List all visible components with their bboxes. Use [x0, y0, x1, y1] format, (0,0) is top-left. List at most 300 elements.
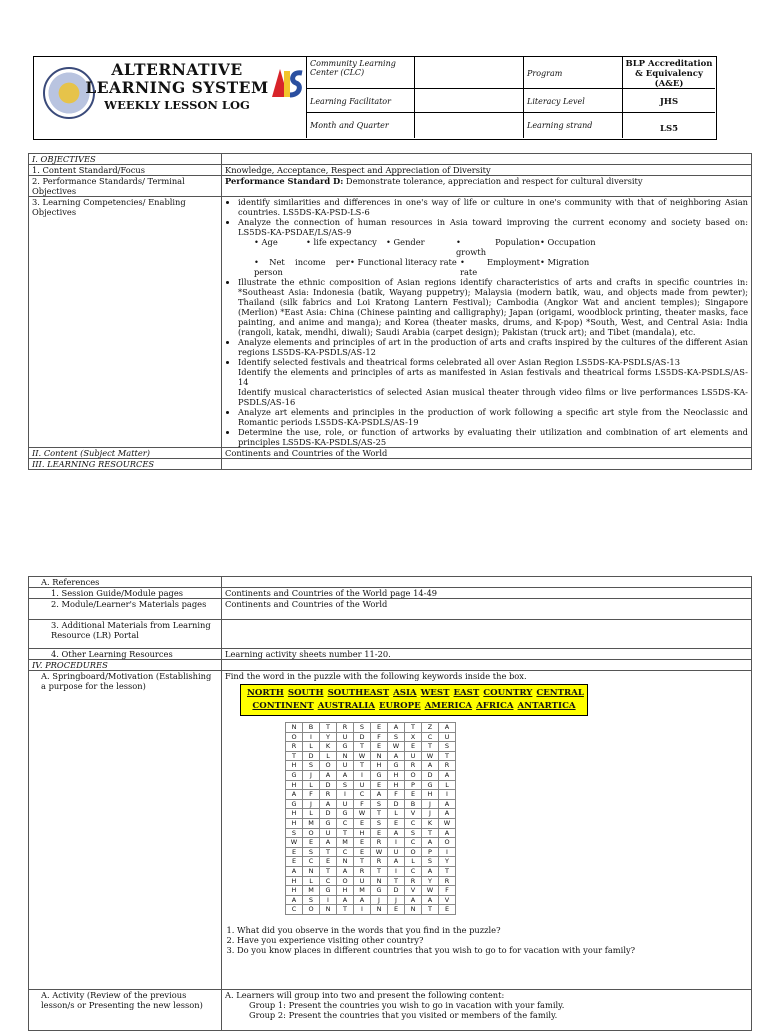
table-row — [29, 176, 752, 197]
grid-cell: G — [286, 770, 303, 780]
grid-cell: D — [422, 770, 439, 780]
competencies-value — [222, 197, 752, 448]
grid-cell: S — [388, 732, 405, 742]
factor-item: • Gender — [386, 237, 425, 247]
grid-cell: W — [371, 847, 388, 857]
grid-row — [286, 818, 456, 828]
grid-cell: U — [388, 847, 405, 857]
keyword-row — [245, 700, 583, 713]
keyword-row — [245, 687, 583, 700]
table-row — [29, 990, 752, 1031]
grid-cell: A — [422, 895, 439, 905]
grid-cell: H — [286, 780, 303, 790]
grid-cell: H — [286, 886, 303, 896]
grid-cell: B — [405, 799, 422, 809]
references-label: A. References — [29, 577, 222, 588]
grid-cell: O — [405, 847, 422, 857]
grid-cell: R — [354, 866, 371, 876]
literacy-value: JHS — [623, 89, 715, 113]
grid-row — [286, 790, 456, 800]
grid-cell: P — [405, 780, 422, 790]
grid-cell: E — [371, 742, 388, 752]
factor-item: • Functional literacy rate — [350, 257, 457, 267]
keyword: AMERICA — [424, 701, 473, 711]
grid-cell: Y — [439, 857, 456, 867]
grid-cell: A — [422, 761, 439, 771]
grid-cell: J — [422, 809, 439, 819]
grid-cell: L — [303, 780, 320, 790]
grid-cell: A — [388, 723, 405, 733]
grid-cell: H — [286, 809, 303, 819]
grid-row — [286, 866, 456, 876]
grid-cell: D — [303, 751, 320, 761]
grid-cell: S — [371, 799, 388, 809]
grid-cell: K — [320, 742, 337, 752]
grid-cell: A — [286, 790, 303, 800]
grid-cell: X — [405, 732, 422, 742]
springboard-label: A. Springboard/Motivation (Establishing a purpose for the lesson) — [29, 671, 222, 990]
table-row — [29, 599, 752, 620]
keyword-box — [240, 684, 588, 716]
grid-cell: S — [303, 895, 320, 905]
grid-cell: T — [354, 857, 371, 867]
grid-cell: I — [354, 770, 371, 780]
grid-cell: D — [320, 809, 337, 819]
activity-intro: A. Learners will group into two and present the following content: — [225, 990, 505, 1000]
grid-cell: H — [286, 876, 303, 886]
performance-standard-code: Performance Standard D: — [225, 176, 344, 186]
keyword: ASIA — [393, 688, 417, 698]
competency-text: Identify musical characteristics of selected Asian musical theater through video films or live performances LS5DS-KA-PSDLS/AS-16 — [238, 387, 748, 407]
grid-cell: O — [337, 876, 354, 886]
grid-cell: I — [337, 790, 354, 800]
grid-row — [286, 751, 456, 761]
header-title-block — [34, 57, 307, 138]
grid-cell: L — [303, 742, 320, 752]
performance-standard-text: Demonstrate tolerance, appreciation and respect for cultural diversity — [343, 176, 643, 186]
grid-cell: F — [439, 886, 456, 896]
grid-row — [286, 828, 456, 838]
grid-cell: R — [439, 761, 456, 771]
grid-cell: O — [405, 770, 422, 780]
grid-cell: O — [320, 761, 337, 771]
grid-cell: T — [422, 828, 439, 838]
objectives-table — [28, 153, 752, 470]
table-row — [29, 671, 752, 990]
grid-cell: E — [405, 742, 422, 752]
keyword: NORTH — [247, 688, 284, 698]
grid-cell: B — [303, 723, 320, 733]
grid-cell: G — [337, 742, 354, 752]
grid-cell: A — [422, 838, 439, 848]
grid-cell: P — [422, 847, 439, 857]
factor-item: • life expectancy — [306, 237, 377, 247]
grid-cell: A — [320, 770, 337, 780]
clc-value — [415, 57, 524, 89]
grid-cell: R — [320, 790, 337, 800]
grid-row — [286, 799, 456, 809]
grid-cell: H — [354, 828, 371, 838]
grid-cell: M — [337, 838, 354, 848]
header-info-grid — [307, 57, 715, 138]
grid-cell: T — [371, 866, 388, 876]
grid-cell: A — [388, 857, 405, 867]
grid-cell: W — [354, 751, 371, 761]
grid-cell: G — [422, 780, 439, 790]
factors-row-2 — [238, 257, 748, 277]
grid-cell: W — [422, 886, 439, 896]
grid-cell: N — [371, 876, 388, 886]
list-item: • Analyze art elements and principles in the production of work following a specific art style from the Neoclassic and Romantic periods LS5DS-KA-PSDLS/AS-19 — [238, 407, 748, 427]
grid-cell: U — [439, 732, 456, 742]
grid-cell: C — [303, 857, 320, 867]
grid-cell: H — [371, 761, 388, 771]
grid-cell: R — [405, 876, 422, 886]
grid-cell: L — [388, 809, 405, 819]
grid-cell: C — [337, 818, 354, 828]
content-subject-value: Continents and Countries of the World — [222, 448, 752, 459]
grid-cell: C — [286, 905, 303, 915]
table-row — [29, 660, 752, 671]
grid-cell: G — [388, 761, 405, 771]
table-row — [29, 649, 752, 660]
module-value: Continents and Countries of the World — [222, 599, 752, 620]
grid-cell: F — [371, 732, 388, 742]
content-standard-value: Knowledge, Acceptance, Respect and Appreciation of Diversity — [222, 165, 752, 176]
grid-cell: J — [371, 895, 388, 905]
grid-cell: J — [303, 799, 320, 809]
grid-cell: T — [388, 876, 405, 886]
grid-cell: U — [354, 780, 371, 790]
keyword: CENTRAL — [536, 688, 584, 698]
grid-cell: T — [439, 751, 456, 761]
grid-cell: C — [422, 732, 439, 742]
learning-resources-label: III. LEARNING RESOURCES — [29, 459, 222, 470]
session-guide-label: 1. Session Guide/Module pages — [29, 588, 222, 599]
grid-cell: H — [286, 761, 303, 771]
grid-cell: I — [439, 790, 456, 800]
performance-standard-value — [222, 176, 752, 197]
grid-cell: L — [303, 809, 320, 819]
grid-cell: E — [286, 857, 303, 867]
grid-cell: A — [337, 866, 354, 876]
keyword: EAST — [453, 688, 480, 698]
content-subject-label: II. Content (Subject Matter) — [29, 448, 222, 459]
grid-cell: Z — [422, 723, 439, 733]
grid-cell: O — [303, 828, 320, 838]
factor-item: • Employment rate — [460, 257, 540, 277]
keyword: ANTARTICA — [517, 701, 576, 711]
grid-cell: T — [405, 723, 422, 733]
grid-cell: V — [439, 895, 456, 905]
grid-row — [286, 905, 456, 915]
grid-cell: E — [371, 828, 388, 838]
grid-cell: U — [405, 751, 422, 761]
keyword: WEST — [420, 688, 450, 698]
grid-cell: A — [388, 828, 405, 838]
grid-cell: A — [405, 895, 422, 905]
grid-cell: S — [422, 857, 439, 867]
grid-cell: G — [320, 886, 337, 896]
facilitator-label: Learning Facilitator — [307, 89, 415, 113]
grid-cell: L — [439, 780, 456, 790]
clc-label: Community Learning Center (CLC) — [307, 57, 415, 89]
grid-cell: I — [388, 866, 405, 876]
procedures-heading: IV. PROCEDURES — [29, 660, 222, 671]
grid-cell: A — [371, 790, 388, 800]
performance-standard-label: 2. Performance Standards/ Terminal Objectives — [29, 176, 222, 197]
month-value — [415, 113, 524, 138]
grid-cell: W — [439, 818, 456, 828]
grid-cell: E — [303, 838, 320, 848]
list-item: • Illustrate the ethnic composition of Asian regions identify characteristics of arts and crafts in specific countries in: *Southeast Asia: Indonesia (batik, Wayang puppetry); Malaysia (modern batik, wau, and objects made from pewter); Thailand (silk fabrics and Loi Kratong Lantern Festival); Cambodia (Angkor Wat and ancient temples); Singapore (Merlion) *East Asia: China (Chinese painting and calligraphy); Japan (origami, woodblock printing, theater masks, face painting, and anime and manga); and Korea (theater masks, drums, and K-pop) *South, West, and Central Asia: India (rangoli, katak, mendhi, diwali); Saudi Arabia (carpet design); Pakistan (truck art); and Tibet (mandala), etc. — [238, 277, 748, 337]
grid-cell: J — [388, 895, 405, 905]
list-item: • Analyze elements and principles of art in the production of arts and crafts inspired by the cultures of the different Asian regions LS5DS-KA-PSDLS/AS-12 — [238, 337, 748, 357]
grid-row — [286, 732, 456, 742]
table-row — [29, 197, 752, 448]
competency-list — [225, 197, 748, 447]
grid-cell: A — [439, 828, 456, 838]
grid-cell: N — [303, 866, 320, 876]
grid-cell: M — [354, 886, 371, 896]
grid-cell: E — [320, 857, 337, 867]
keyword: SOUTH — [287, 688, 324, 698]
grid-row — [286, 761, 456, 771]
grid-row — [286, 780, 456, 790]
grid-cell: N — [405, 905, 422, 915]
grid-cell: A — [337, 895, 354, 905]
grid-cell: T — [422, 742, 439, 752]
grid-cell: R — [405, 761, 422, 771]
grid-row — [286, 809, 456, 819]
grid-cell: A — [286, 866, 303, 876]
grid-cell: V — [405, 886, 422, 896]
grid-row — [286, 886, 456, 896]
grid-cell: L — [320, 751, 337, 761]
grid-cell: J — [422, 799, 439, 809]
strand-label: Learning strand — [524, 113, 623, 138]
grid-cell: S — [405, 828, 422, 838]
month-label: Month and Quarter — [307, 113, 415, 138]
grid-cell: T — [320, 866, 337, 876]
grid-cell: A — [286, 895, 303, 905]
grid-cell: W — [422, 751, 439, 761]
grid-cell: E — [439, 905, 456, 915]
other-resources-label: 4. Other Learning Resources — [29, 649, 222, 660]
grid-cell: G — [371, 886, 388, 896]
table-row — [29, 577, 752, 588]
grid-cell: H — [388, 780, 405, 790]
grid-cell: T — [354, 761, 371, 771]
grid-cell: H — [286, 818, 303, 828]
factor-item: • Migration — [540, 257, 590, 267]
grid-cell: L — [303, 876, 320, 886]
activity-content — [222, 990, 752, 1031]
grid-cell: S — [303, 761, 320, 771]
factors-row-1 — [238, 237, 748, 257]
keyword: COUNTRY — [483, 688, 533, 698]
grid-cell: T — [320, 723, 337, 733]
grid-cell: F — [354, 799, 371, 809]
grid-cell: T — [337, 828, 354, 838]
procedures-table — [28, 576, 752, 1031]
list-item: 1. What did you observe in the words that you find in the puzzle? — [237, 925, 748, 935]
objectives-heading: I. OBJECTIVES — [29, 154, 222, 165]
grid-cell: W — [286, 838, 303, 848]
grid-cell: G — [337, 809, 354, 819]
grid-cell: E — [354, 847, 371, 857]
grid-cell: G — [320, 818, 337, 828]
grid-cell: N — [371, 751, 388, 761]
grid-cell: O — [303, 905, 320, 915]
grid-cell: U — [337, 761, 354, 771]
grid-cell: F — [388, 790, 405, 800]
factor-item: • Net income per person — [254, 257, 350, 277]
grid-row — [286, 770, 456, 780]
list-item: • Determine the use, role, or function of artworks by evaluating their utilization and combination of art elements and principles LS5DS-KA-PSDLS/AS-25 — [238, 427, 748, 447]
grid-cell: E — [405, 790, 422, 800]
grid-cell: R — [337, 723, 354, 733]
program-label: Program — [524, 57, 623, 89]
grid-cell: C — [405, 838, 422, 848]
content-standard-label: 1. Content Standard/Focus — [29, 165, 222, 176]
lesson-log-header — [33, 56, 717, 140]
grid-cell: S — [303, 847, 320, 857]
grid-cell: T — [422, 905, 439, 915]
grid-row — [286, 742, 456, 752]
grid-cell: U — [320, 828, 337, 838]
grid-cell: R — [439, 876, 456, 886]
grid-cell: R — [286, 742, 303, 752]
competency-text: Analyze the connection of human resources in Asia toward improving the current economy and society based on: LS5DS-KA-PSDAE/LS/AS-9 — [238, 217, 748, 237]
grid-cell: J — [303, 770, 320, 780]
keyword: SOUTHEAST — [327, 688, 390, 698]
grid-cell: D — [320, 780, 337, 790]
grid-cell: M — [303, 886, 320, 896]
grid-row — [286, 895, 456, 905]
grid-cell: G — [286, 799, 303, 809]
grid-cell: T — [354, 742, 371, 752]
grid-cell: D — [388, 886, 405, 896]
program-value: BLP Accreditation & Equivalency (A&E) — [623, 57, 715, 89]
grid-cell: A — [439, 809, 456, 819]
title-line-1: ALTERNATIVE — [111, 60, 243, 79]
competencies-label: 3. Learning Competencies/ Enabling Objectives — [29, 197, 222, 448]
grid-row — [286, 876, 456, 886]
grid-cell: E — [388, 905, 405, 915]
grid-cell: C — [337, 847, 354, 857]
grid-cell: T — [337, 905, 354, 915]
grid-cell: T — [286, 751, 303, 761]
grid-cell: H — [337, 886, 354, 896]
grid-cell: A — [337, 770, 354, 780]
als-logo-icon — [270, 65, 304, 99]
list-item: 3. Do you know places in different countries that you wish to go to for vacation with your family? — [237, 945, 748, 955]
table-row — [29, 165, 752, 176]
grid-cell: I — [320, 895, 337, 905]
grid-cell: H — [388, 770, 405, 780]
grid-cell: N — [371, 905, 388, 915]
grid-cell: R — [371, 838, 388, 848]
keyword: CONTINENT — [252, 701, 314, 711]
grid-cell: S — [337, 780, 354, 790]
grid-row — [286, 723, 456, 733]
literacy-label: Literacy Level — [524, 89, 623, 113]
table-row — [29, 154, 752, 165]
grid-cell: F — [303, 790, 320, 800]
strand-value: LS5 — [659, 124, 679, 134]
grid-cell: S — [286, 828, 303, 838]
grid-cell: N — [286, 723, 303, 733]
grid-cell: O — [286, 732, 303, 742]
table-row — [29, 588, 752, 599]
factor-item: • Population growth — [456, 237, 540, 257]
grid-cell: S — [371, 818, 388, 828]
grid-cell: C — [405, 818, 422, 828]
facilitator-value — [415, 89, 524, 113]
other-resources-value: Learning activity sheets number 11-20. — [222, 649, 752, 660]
grid-cell: A — [354, 895, 371, 905]
grid-cell: D — [354, 732, 371, 742]
grid-cell: W — [354, 809, 371, 819]
grid-cell: Y — [320, 732, 337, 742]
list-item — [238, 217, 748, 277]
grid-cell: R — [371, 857, 388, 867]
grid-cell: U — [337, 732, 354, 742]
grid-cell: L — [405, 857, 422, 867]
grid-cell: W — [388, 742, 405, 752]
grid-cell: N — [337, 751, 354, 761]
grid-cell: A — [320, 838, 337, 848]
grid-cell: I — [303, 732, 320, 742]
competency-text: Identify selected festivals and theatrical forms celebrated all over Asian Region LS5DS-KA-PSDLS/AS-13 — [238, 357, 680, 367]
grid-cell: N — [320, 905, 337, 915]
keyword: AUSTRALIA — [317, 701, 375, 711]
grid-cell: A — [320, 799, 337, 809]
grid-cell: A — [439, 799, 456, 809]
puzzle-instruction: Find the word in the puzzle with the following keywords inside the box. — [225, 671, 527, 681]
grid-cell: C — [354, 790, 371, 800]
grid-cell: T — [320, 847, 337, 857]
table-row — [29, 620, 752, 649]
title-line-3: WEEKLY LESSON LOG — [104, 98, 250, 112]
grid-cell: E — [286, 847, 303, 857]
grid-cell: M — [303, 818, 320, 828]
module-label: 2. Module/Learner's Materials pages — [29, 599, 222, 620]
grid-cell: S — [354, 723, 371, 733]
grid-cell: I — [354, 905, 371, 915]
activity-group-2: Group 2: Present the countries that you visited or members of the family. — [249, 1010, 558, 1020]
springboard-content — [222, 671, 752, 990]
grid-cell: E — [354, 838, 371, 848]
grid-cell: D — [388, 799, 405, 809]
grid-cell: E — [388, 818, 405, 828]
list-item: 2. Have you experience visiting other country? — [237, 935, 748, 945]
word-search-grid — [285, 722, 456, 915]
grid-cell: H — [422, 790, 439, 800]
grid-cell: I — [388, 838, 405, 848]
session-guide-value: Continents and Countries of the World page 14-49 — [222, 588, 752, 599]
grid-cell: S — [439, 742, 456, 752]
keyword: EUROPE — [379, 701, 421, 711]
grid-cell: E — [371, 780, 388, 790]
table-row — [29, 448, 752, 459]
grid-row — [286, 838, 456, 848]
grid-cell: A — [388, 751, 405, 761]
grid-cell: G — [371, 770, 388, 780]
grid-cell: U — [337, 799, 354, 809]
grid-cell: T — [371, 809, 388, 819]
